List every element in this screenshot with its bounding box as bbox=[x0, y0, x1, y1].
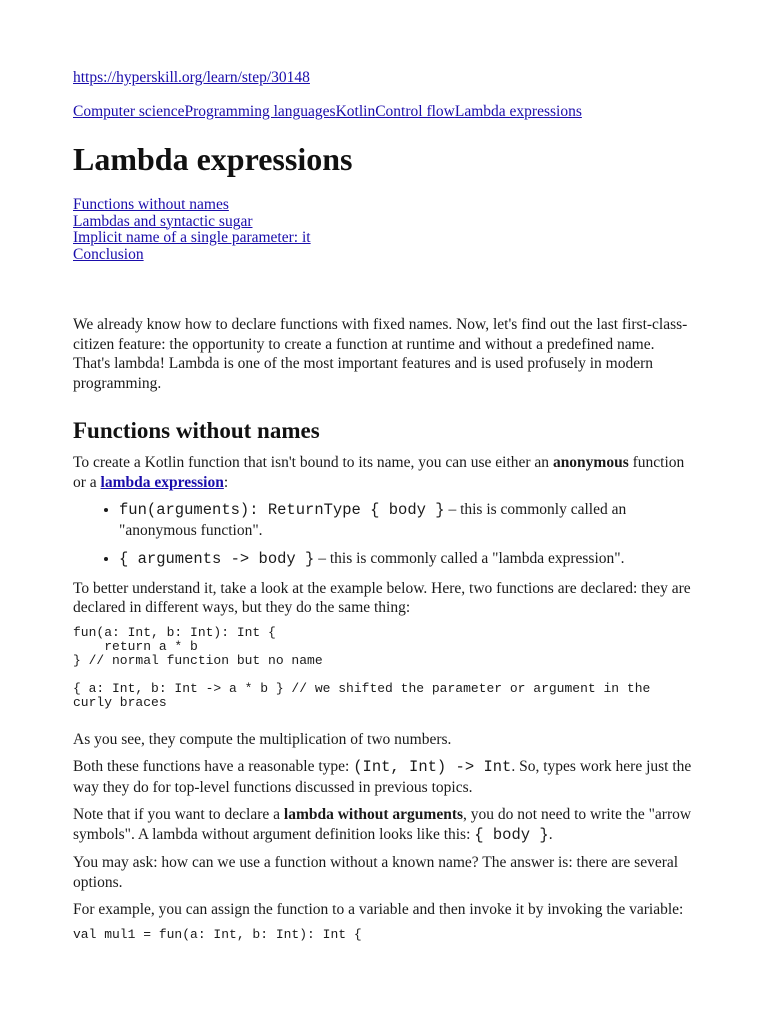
bold-lambda-without-arguments: lambda without arguments bbox=[283, 806, 464, 823]
text: – this is commonly called a "lambda expression". bbox=[314, 550, 625, 567]
text: . bbox=[548, 825, 553, 843]
paragraph-multiplication: As you see, they compute the multiplication of two numbers. bbox=[73, 730, 452, 748]
source-url-link[interactable]: https://hyperskill.org/learn/step/30148 bbox=[73, 69, 310, 86]
inline-code: { body } bbox=[474, 825, 549, 844]
breadcrumb-programming-languages[interactable]: Programming languages bbox=[184, 102, 336, 120]
paragraph-question: You may ask: how can we use a function without a known name? The answer is: there are several options. bbox=[73, 854, 679, 891]
breadcrumb bbox=[73, 102, 695, 122]
code-block-normal-function: fun(a: Int, b: Int): Int { return a * b } // normal function but no name bbox=[73, 624, 323, 668]
list-item bbox=[119, 500, 695, 540]
inline-code: (Int, Int) -> Int bbox=[353, 758, 512, 776]
table-of-contents bbox=[73, 197, 695, 263]
text: : bbox=[223, 473, 229, 491]
text: To create a Kotlin function that isn't bound to its name, you can use either an bbox=[73, 454, 553, 471]
page-title: Lambda expressions bbox=[73, 141, 353, 177]
text: Note that if you want to declare a bbox=[73, 806, 284, 823]
paragraph-types bbox=[73, 757, 695, 797]
section-heading-functions-without-names: Functions without names bbox=[73, 418, 320, 443]
syntax-list bbox=[73, 500, 695, 570]
list-item bbox=[119, 549, 695, 570]
text: – this is commonly called an "anonymous function". bbox=[119, 501, 627, 539]
inline-code: fun(arguments): ReturnType { body } bbox=[119, 501, 445, 519]
breadcrumb-lambda-expressions[interactable]: Lambda expressions bbox=[454, 102, 582, 120]
bold-anonymous: anonymous bbox=[552, 454, 629, 471]
code-block-mul1: val mul1 = fun(a: Int, b: Int): Int { bbox=[73, 926, 362, 942]
text: , you do not need to write the "arrow symbols". A lambda without argument definition looks like this: bbox=[73, 806, 692, 843]
paragraph-assign-variable: For example, you can assign the function to a variable and then invoke it by invoking the variable: bbox=[73, 901, 684, 918]
lambda-expression-link[interactable]: lambda expression bbox=[100, 473, 224, 491]
inline-code: { arguments -> body } bbox=[119, 550, 315, 568]
text: Both these functions have a reasonable type: bbox=[73, 758, 354, 775]
toc-link-lambdas-syntactic-sugar[interactable]: Lambdas and syntactic sugar bbox=[73, 212, 253, 230]
code-block-lambda: { a: Int, b: Int -> a * b } // we shifted the parameter or argument in the curly braces bbox=[73, 680, 659, 710]
toc-link-conclusion[interactable]: Conclusion bbox=[73, 245, 144, 263]
toc-link-implicit-name[interactable]: Implicit name of a single parameter: it bbox=[73, 229, 311, 246]
paragraph-example-intro: To better understand it, take a look at the example below. Here, two functions are declared: they are declared in different ways, but they do the same thing: bbox=[73, 579, 691, 616]
toc-item bbox=[73, 214, 695, 231]
paragraph-anonymous bbox=[73, 453, 695, 492]
toc-item bbox=[73, 230, 695, 247]
intro-paragraph: We already know how to declare functions with fixed names. Now, let's find out the last first-class-citizen feature: the opportunity to create a function at runtime and without a predefined name. That's lambda! Lambda is one of the most important features and is used profusely in modern programming. bbox=[73, 316, 688, 392]
breadcrumb-control-flow[interactable]: Control flow bbox=[375, 102, 455, 120]
toc-link-functions-without-names[interactable]: Functions without names bbox=[73, 196, 229, 213]
toc-item bbox=[73, 247, 695, 264]
text: . So, types work here just the way they do for top-level functions discussed in previous topics. bbox=[73, 758, 692, 796]
text: function or a bbox=[73, 454, 685, 491]
toc-item bbox=[73, 197, 695, 214]
breadcrumb-kotlin[interactable]: Kotlin bbox=[335, 102, 376, 120]
paragraph-lambda-without-arguments bbox=[73, 805, 695, 845]
breadcrumb-computer-science[interactable]: Computer science bbox=[73, 102, 185, 120]
